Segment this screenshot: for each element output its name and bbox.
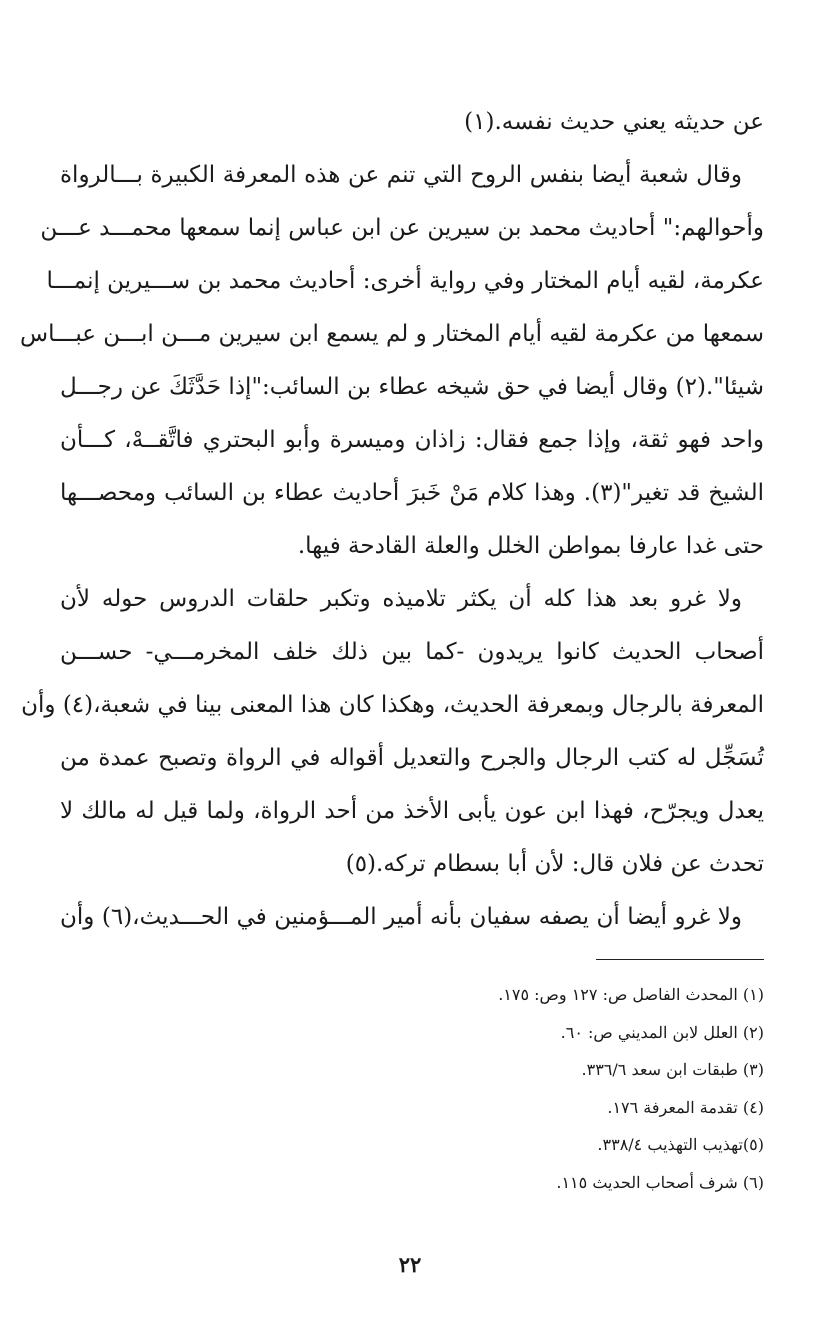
text-line: عكرمة، لقيه أيام المختار وفي رواية أخرى: أحاديث محمد بن ســـيرين إنمـــا (46, 268, 764, 294)
text-line: سمعها من عكرمة لقيه أيام المختار و لم يسمع ابن سيرين مـــن ابـــن عبـــاس (20, 321, 764, 347)
footnote-separator (596, 959, 764, 960)
text-line: عن حديثه يعني حديث نفسه.(١) (464, 109, 764, 135)
footnote: (٣) طبقات ابن سعد ٣٣٦/٦. (581, 1060, 764, 1079)
text-line: وأحوالهم:" أحاديث محمد بن سيرين عن ابن عباس إنما سمعها محمـــد عـــن (40, 215, 764, 241)
text-line: أصحاب الحديث كانوا يريدون -كما بين ذلك خلف المخرمـــي- حســـن (60, 639, 764, 665)
footnote: (٦) شرف أصحاب الحديث ١١٥. (556, 1172, 764, 1192)
text-line: ولا غرو أيضا أن يصفه سفيان بأنه أمير المـــؤمنين في الحـــديث،(٦) وأن (60, 904, 742, 930)
footnotes (60, 976, 764, 1201)
text-line: تحدث عن فلان قال: لأن أبا بسطام تركه.(٥) (345, 851, 764, 877)
footnote: (٥)تهذيب التهذيب ٣٣٨/٤. (597, 1135, 764, 1154)
text-line: يعدل ويجرّح، فهذا ابن عون يأبى الأخذ من أحد الرواة، ولما قيل له مالك لا (60, 798, 764, 824)
text-line: الشيخ قد تغير"(٣). وهذا كلام مَنْ خَبرَ أحاديث عطاء بن السائب ومحصـــها (60, 480, 764, 506)
footnote: (٤) تقدمة المعرفة ١٧٦. (607, 1097, 764, 1117)
text-line: المعرفة بالرجال وبمعرفة الحديث، وهكذا كان هذا المعنى بينا في شعبة،(٤) وأن (21, 692, 764, 718)
footnote: (١) المحدث الفاصل ص: ١٢٧ وص: ١٧٥. (498, 985, 764, 1004)
text-line: شيئا".(٢) وقال أيضا في حق شيخه عطاء بن السائب:"إذا حَدَّثَكَ عن رجـــل (60, 374, 764, 400)
text-line: ولا غرو بعد هذا كله أن يكثر تلاميذه وتكبر حلقات الدروس حوله لأن (60, 586, 742, 612)
text-line: وقال شعبة أيضا بنفس الروح التي تنم عن هذه المعرفة الكبيرة بـــالرواة (60, 162, 742, 188)
page-number: ٢٢ (398, 1252, 422, 1277)
text-line: تُسَجِّل له كتب الرجال والجرح والتعديل أقواله في الرواة وتصبح عمدة من (60, 745, 764, 771)
text-line: حتى غدا عارفا بمواطن الخلل والعلة القادحة فيها. (297, 533, 764, 559)
footnote: (٢) العلل لابن المديني ص: ٦٠. (560, 1022, 764, 1042)
main-text (20, 96, 764, 944)
text-line: واحد فهو ثقة، وإذا جمع فقال: زاذان وميسرة وأبو البحتري فاتَّقــهْ، كـــأن (60, 427, 764, 453)
